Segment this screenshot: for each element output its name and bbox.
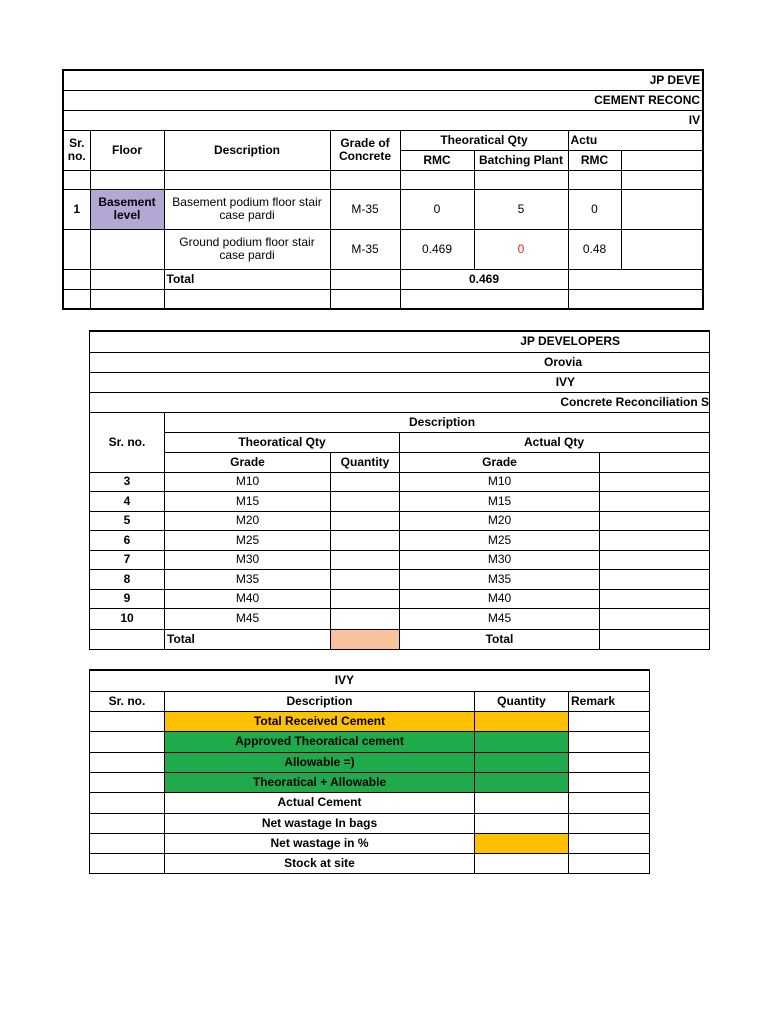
table-row [90,569,710,589]
grade-cell: M10 [165,472,331,491]
actual-grade-cell: M35 [400,569,600,589]
table-row [90,491,710,511]
actual-grade-cell: M45 [400,608,600,629]
sr-cell: 10 [90,608,165,629]
building-name: IVY [90,372,710,392]
sr-cell: 8 [90,569,165,589]
grade-cell: M45 [165,608,331,629]
table-row [90,853,650,873]
table-row [90,772,650,792]
table-row [90,711,650,731]
table-row [90,589,710,608]
grade-cell: M-35 [330,189,400,229]
concrete-reconciliation-sheet [89,330,710,650]
table-row [90,833,650,853]
rmc-cell: 0 [400,189,474,229]
sr-cell: 4 [90,491,165,511]
actual-total-label: Total [400,629,600,649]
project-title: IV [63,110,703,130]
sr-cell: 1 [63,189,90,229]
company-name: JP DEVELOPERS [90,331,710,352]
remark-header: Remark [569,691,650,711]
grade-header: Grade [165,452,331,472]
table-row [90,792,650,813]
grade-header: Grade of Concrete [330,130,400,170]
summary-title: IVY [90,670,650,691]
grade-cell: M35 [165,569,331,589]
quantity-cell [331,550,400,569]
company-title: JP DEVE [63,70,703,90]
grade-cell: M40 [165,589,331,608]
sr-cell: 9 [90,589,165,608]
theoretical-qty-header: Theoratical Qty [165,432,400,452]
description-header: Description [164,130,330,170]
sr-cell: 5 [90,511,165,530]
table-row [90,511,710,530]
actual-qty-header: Actual Qty [400,432,710,452]
theoretical-plus-allowable-label: Theoratical + Allowable [165,772,475,792]
description-header: Description [165,691,475,711]
actual-rmc-header: RMC [568,150,621,170]
quantity-cell [475,813,569,833]
quantity-cell [475,752,569,772]
quantity-cell [331,530,400,550]
sr-no-header: Sr. no. [90,691,165,711]
floor-cell: Basement level [90,189,164,229]
rmc-cell: 0.469 [400,229,474,269]
actual-grade-cell: M25 [400,530,600,550]
table-row [90,472,710,491]
quantity-cell [475,833,569,853]
batching-cell: 0 [474,229,568,269]
cement-reconciliation-sheet [62,69,701,312]
total-received-cement-label: Total Received Cement [165,711,475,731]
grade-cell: M20 [165,511,331,530]
description-cell: Ground podium floor stair case pardi [164,229,330,269]
quantity-cell [475,772,569,792]
table-row [90,813,650,833]
quantity-header: Quantity [475,691,569,711]
total-label: Total [164,269,330,289]
actual-qty-header: Actu [568,130,703,150]
floor-header: Floor [90,130,164,170]
sr-cell [63,229,90,269]
project-name: Orovia [90,352,710,372]
actual-rmc-cell: 0 [568,189,621,229]
table-row [90,731,650,752]
theoretical-qty-header: Theoratical Qty [400,130,568,150]
sr-cell: 7 [90,550,165,569]
quantity-cell [331,511,400,530]
net-wastage-bags-label: Net wastage In bags [165,813,475,833]
quantity-cell [475,711,569,731]
batching-plant-header: Batching Plant [474,150,568,170]
theoretical-total-label: Total [165,629,331,649]
quantity-cell [475,731,569,752]
grade-cell: M15 [165,491,331,511]
actual-grade-header: Grade [400,452,600,472]
quantity-header: Quantity [331,452,400,472]
sr-no-header: Sr. no. [63,130,90,170]
quantity-cell [331,472,400,491]
net-wastage-percent-label: Net wastage in % [165,833,475,853]
quantity-cell [331,608,400,629]
actual-grade-cell: M15 [400,491,600,511]
quantity-cell [331,491,400,511]
actual-grade-cell: M20 [400,511,600,530]
table-row [90,752,650,772]
actual-grade-cell: M30 [400,550,600,569]
quantity-cell [475,792,569,813]
actual-grade-cell: M40 [400,589,600,608]
total-value: 0.469 [400,269,568,289]
cement-summary-sheet [89,669,621,871]
actual-grade-cell: M10 [400,472,600,491]
report-title: CEMENT RECONC [63,90,703,110]
sr-no-header: Sr. no. [90,412,165,472]
quantity-cell [331,569,400,589]
quantity-cell [475,853,569,873]
allowable-label: Allowable =) [165,752,475,772]
table-row [90,530,710,550]
batching-cell: 5 [474,189,568,229]
grade-cell: M30 [165,550,331,569]
table-row [90,550,710,569]
sr-cell: 3 [90,472,165,491]
actual-rmc-cell: 0.48 [568,229,621,269]
quantity-cell [331,589,400,608]
rmc-header: RMC [400,150,474,170]
table-row [63,189,703,229]
sr-cell: 6 [90,530,165,550]
theoretical-total-quantity [331,629,400,649]
stock-at-site-label: Stock at site [165,853,475,873]
grade-cell: M25 [165,530,331,550]
table-row [90,608,710,629]
grade-cell: M-35 [330,229,400,269]
floor-cell [90,229,164,269]
actual-cement-label: Actual Cement [165,792,475,813]
table-row [63,229,703,269]
description-cell: Basement podium floor stair case pardi [164,189,330,229]
report-name: Concrete Reconciliation S [90,392,710,412]
description-header: Description [165,412,710,432]
approved-theoretical-cement-label: Approved Theoratical cement [165,731,475,752]
